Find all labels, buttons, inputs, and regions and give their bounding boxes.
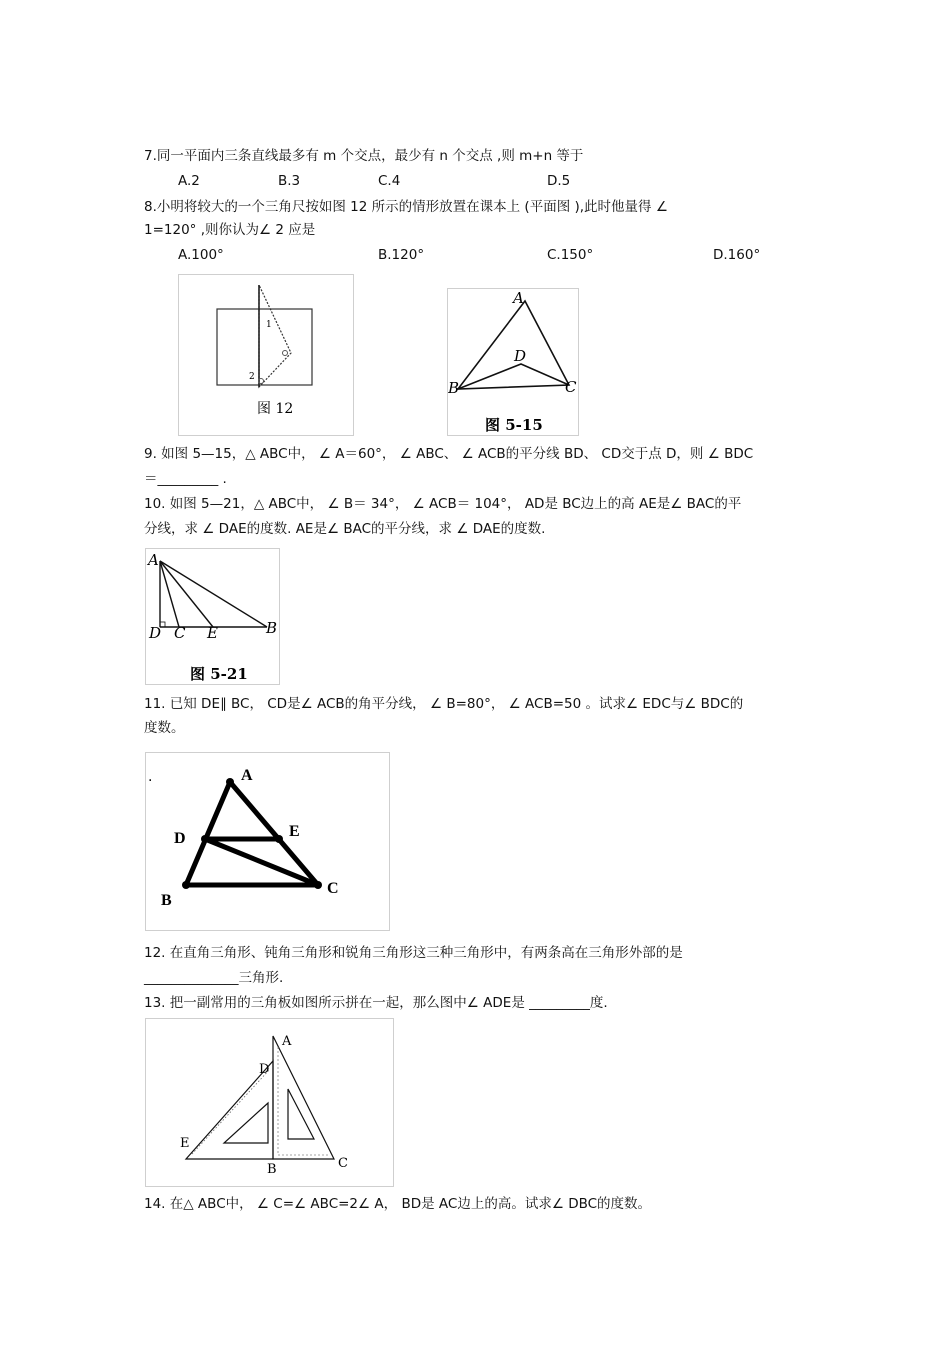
- fig13-label-e: E: [180, 1136, 190, 1151]
- fig521-label-e: E: [207, 624, 218, 642]
- q7-option-b: B.3: [278, 173, 301, 189]
- fig12-caption: 图 12: [257, 401, 294, 417]
- figure-q11: [145, 752, 390, 931]
- q8-option-d: D.160°: [713, 247, 761, 263]
- fig521-label-b: B: [266, 619, 278, 637]
- q9-stem-line2: ＝_________ .: [144, 471, 227, 487]
- fig521-label-c: C: [174, 624, 186, 642]
- q7-option-c: C.4: [378, 173, 401, 189]
- q8-option-c: C.150°: [547, 247, 594, 263]
- fig12-angle1-label: 1: [266, 320, 272, 330]
- q12-stem-line1: 12. 在直角三角形、钝角三角形和锐角三角形这三种三角形中，有两条高在三角形外部的是: [144, 945, 683, 961]
- fig11-label-b: B: [161, 892, 172, 909]
- fig13-label-d: D: [259, 1062, 270, 1077]
- q7-option-d: D.5: [547, 173, 571, 189]
- fig13-label-c: C: [338, 1156, 348, 1171]
- fig13-label-b: B: [267, 1162, 277, 1177]
- fig515-caption: 图 5-15: [485, 416, 543, 434]
- q14-stem: 14. 在△ ABC中， ∠ C=∠ ABC=2∠ A， BD是 AC边上的高。试求∠ DBC的度数。: [144, 1196, 652, 1212]
- fig521-caption: 图 5-21: [190, 665, 248, 683]
- q8-stem-line1: 8.小明将较大的一个三角尺按如图 12 所示的情形放置在课本上 (平面图 ),此时他量得 ∠: [144, 199, 668, 215]
- fig515-label-c: C: [565, 378, 577, 396]
- figure-q13: [145, 1018, 394, 1187]
- fig515-label-b: B: [448, 379, 460, 397]
- q7-option-a: A.2: [178, 173, 200, 189]
- fig515-label-a: A: [513, 289, 524, 307]
- q12-stem-line2: ______________三角形.: [144, 970, 284, 986]
- fig13-label-a: A: [282, 1034, 292, 1049]
- fig11-label-c: C: [327, 880, 339, 897]
- q8-option-b: B.120°: [378, 247, 425, 263]
- fig12-angle2-label: 2: [249, 372, 255, 382]
- q13-stem: 13. 把一副常用的三角板如图所示拼在一起，那么图中∠ ADE是 _________度.: [144, 995, 608, 1011]
- figure-5-15: [447, 288, 579, 436]
- fig11-label-e: E: [289, 823, 300, 840]
- q8-option-a: A.100°: [178, 247, 224, 263]
- q8-stem-line2: 1=120° ,则你认为∠ 2 应是: [144, 222, 316, 238]
- q11-stem-line2: 度数。: [144, 720, 185, 736]
- q10-stem-line1: 10. 如图 5—21，△ ABC中， ∠ B＝ 34°， ∠ ACB＝ 104°， AD是 BC边上的高 AE是∠ BAC的平: [144, 496, 742, 512]
- q7-stem: 7.同一平面内三条直线最多有 m 个交点，最少有 n 个交点 ,则 m+n 等于: [144, 148, 584, 164]
- figure-12: [178, 274, 354, 436]
- figure-5-21: [145, 548, 280, 685]
- q11-stem-line1: 11. 已知 DE∥ BC， CD是∠ ACB的角平分线， ∠ B=80°， ∠ ACB=50 。试求∠ EDC与∠ BDC的: [144, 696, 744, 712]
- fig521-label-d: D: [149, 624, 162, 642]
- q10-stem-line2: 分线，求 ∠ DAE的度数. AE是∠ BAC的平分线，求 ∠ DAE的度数.: [144, 521, 546, 537]
- q9-stem-line1: 9. 如图 5—15，△ ABC中， ∠ A＝60°， ∠ ABC、 ∠ ACB的平分线 BD、 CD交于点 D，则 ∠ BDC: [144, 446, 754, 462]
- fig11-label-d: D: [174, 830, 186, 847]
- fig11-dot: .: [148, 769, 153, 785]
- fig11-label-a: A: [241, 767, 253, 784]
- fig521-label-a: A: [148, 551, 159, 569]
- fig515-label-d: D: [514, 347, 527, 365]
